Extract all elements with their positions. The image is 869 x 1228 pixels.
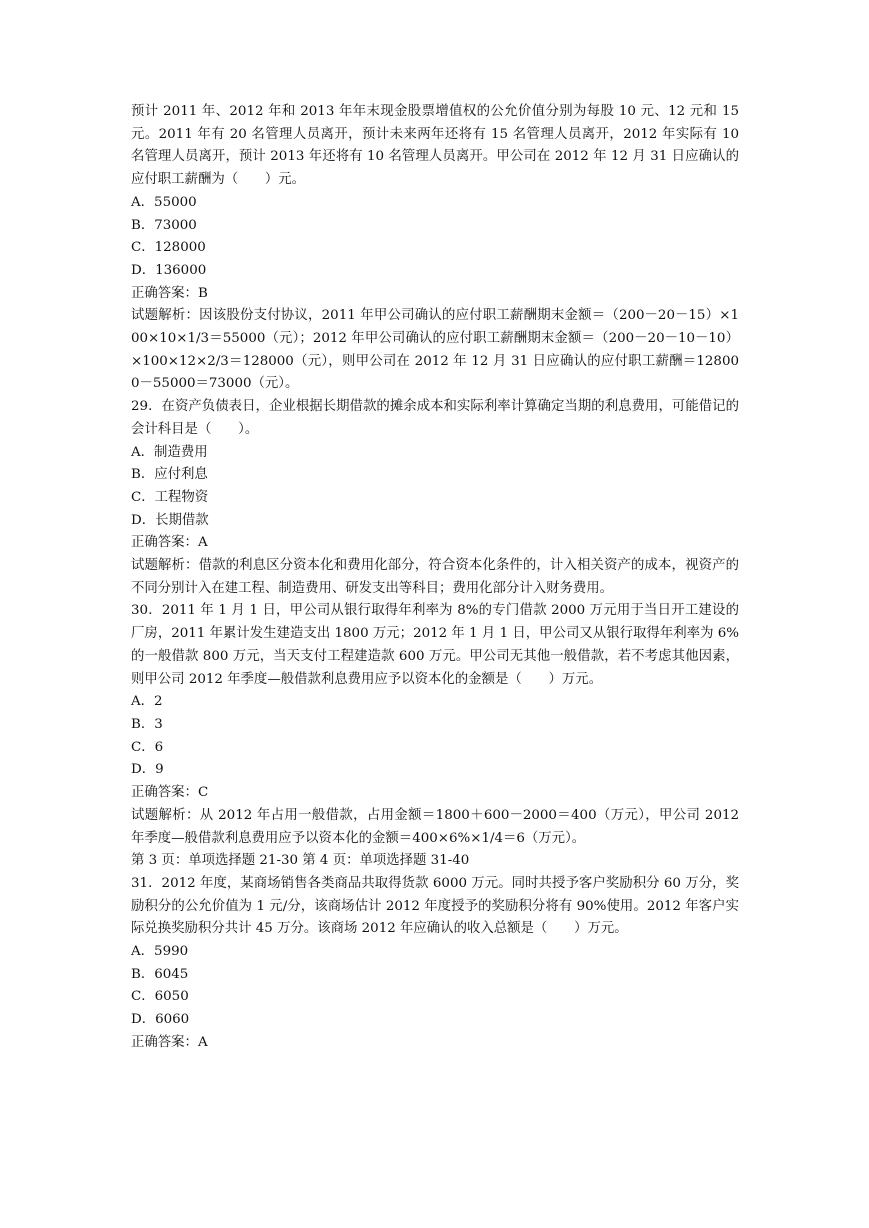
question-28-answer: 正确答案：B — [131, 285, 208, 301]
question-30-analysis: 试题解析：从 2012 年占用一般借款，占用金额＝1800＋600－2000＝400（万元），甲公司 2012 年季度—般借款利息费用应予以资本化的金额＝400×6%×1/4＝6（万元）。 — [131, 807, 739, 846]
question-30-option-b: B．3 — [131, 716, 163, 732]
question-31-option-a: A．5990 — [131, 944, 189, 960]
question-31-stem: 31．2012 年度，某商场销售各类商品共取得货款 6000 万元。同时共授予客户奖励积分 60 万分，奖励积分的公允价值为 1 元/分，该商场估计 2012 年度授予的奖励积分将有 90%使用。2012 年客户实际兑换奖励积分共计 45 万分。该商场 2012 年应确认的收入总额是（ ）万元。 — [131, 875, 739, 937]
question-28-stem: 预计 2011 年、2012 年和 2013 年年末现金股票增值权的公允价值分别为每股 10 元、12 元和 15 元。2011 年有 20 名管理人员离开，预计未来两年还将有 15 名管理人员离开，2012 年实际有 10 名管理人员离开，预计 2013 年还将有 10 名管理人员离开。甲公司在 2012 年 12 月 31 日应确认的应付职工薪酬为（ ）元。 — [131, 104, 739, 188]
question-30-option-a: A．2 — [131, 694, 163, 710]
question-30-option-d: D．9 — [131, 762, 164, 778]
question-31-answer: 正确答案：A — [131, 1034, 208, 1050]
question-29-option-b: B．应付利息 — [131, 467, 208, 483]
question-28-option-b: B．73000 — [131, 217, 197, 233]
question-28-option-d: D．136000 — [131, 262, 207, 278]
page-navigation-text: 第 3 页：单项选择题 21-30 第 4 页：单项选择题 31-40 — [131, 853, 470, 869]
question-28-analysis: 试题解析：因该股份支付协议，2011 年甲公司确认的应付职工薪酬期末金额＝（200－20－15）×100×10×1/3＝55000（元）；2012 年甲公司确认的应付职工薪酬期末金额＝（200－20－10－10）×100×12×2/3＝128000（元），则甲公司在 2012 年 12 月 31 日应确认的应付职工薪酬＝128000－55000＝73000（元）。 — [131, 308, 739, 392]
document-page — [131, 101, 739, 1055]
question-31-option-d: D．6060 — [131, 1012, 190, 1028]
question-31-option-b: B．6045 — [131, 966, 189, 982]
question-29-option-c: C．工程物资 — [131, 489, 209, 505]
question-30-answer: 正确答案：C — [131, 785, 209, 801]
question-30-stem: 30．2011 年 1 月 1 日，甲公司从银行取得年利率为 8%的专门借款 2000 万元用于当日开工建设的厂房，2011 年累计发生建造支出 1800 万元；2012 年 1 月 1 日，甲公司又从银行取得年利率为 6%的一般借款 800 万元，当天支付工程建造款 600 万元。甲公司无其他一般借款，若不考虑其他因素，则甲公司 2012 年季度—般借款利息费用应予以资本化的金额是（ ）万元。 — [131, 603, 739, 687]
question-29-answer: 正确答案：A — [131, 535, 208, 551]
question-31-option-c: C．6050 — [131, 989, 189, 1005]
question-28-option-a: A．55000 — [131, 194, 197, 210]
question-29-stem: 29．在资产负债表日，企业根据长期借款的摊余成本和实际利率计算确定当期的利息费用，可能借记的会计科目是（ ）。 — [131, 399, 739, 437]
question-28-option-c: C．128000 — [131, 240, 206, 256]
question-29-analysis: 试题解析：借款的利息区分资本化和费用化部分，符合资本化条件的，计入相关资产的成本，视资产的不同分别计入在建工程、制造费用、研发支出等科目；费用化部分计入财务费用。 — [131, 558, 739, 596]
question-29-option-d: D．长期借款 — [131, 512, 209, 528]
question-30-option-c: C．6 — [131, 739, 164, 755]
question-29-option-a: A．制造费用 — [131, 444, 208, 460]
